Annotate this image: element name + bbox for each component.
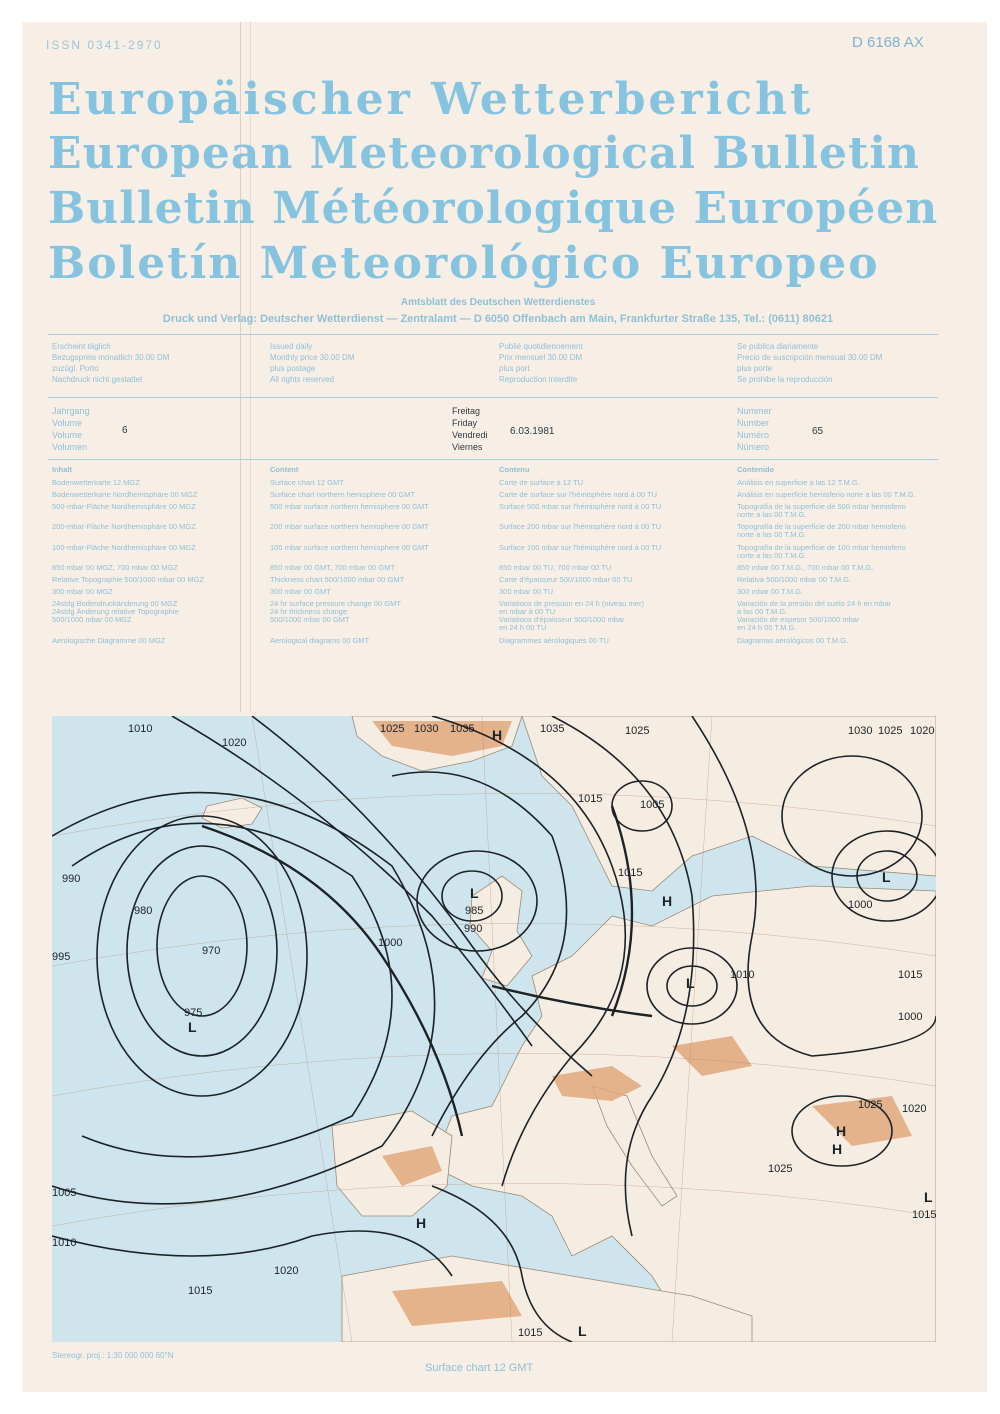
content-item: Bodenwetterkarte 12 MGZ xyxy=(52,478,140,487)
isobar-label: 1025 xyxy=(768,1163,793,1175)
content-item: 500-mbar-Fläche Nordhemisphäre 00 MGZ xyxy=(52,502,196,511)
content-item: 850 mbar 00 MGZ, 700 mbar 00 MGZ xyxy=(52,563,178,572)
content-item: Variations d'épaisseur 500/1000 mbar xyxy=(499,615,625,624)
content-item: 300 mbar 00 T.M.G. xyxy=(737,587,804,596)
issn-number: ISSN 0341-2970 xyxy=(46,38,163,52)
publisher-line: Amtsblatt des Deutschen Wetterdienstes xyxy=(400,297,596,308)
content-item: Variación de espesor 500/1000 mbar xyxy=(737,615,860,624)
content-item: Diagramas aerológicos 00 T.M.G. xyxy=(737,636,849,645)
isobar-label: 1000 xyxy=(848,899,873,911)
isobar-label: 1020 xyxy=(222,737,247,749)
content-item: Análisis en superficie hemisferio norte a las 00 T.M.G. xyxy=(737,490,916,499)
isobar-label: 1020 xyxy=(902,1103,927,1115)
pressure-center-low: L xyxy=(686,975,695,991)
content-item: Carte de surface à 12 TU xyxy=(499,478,584,487)
content-item: a las 00 T.M.G. xyxy=(737,607,788,616)
projection-note: Stereogr. proj.: 1:30 000 000 60°N xyxy=(52,1351,174,1360)
divider xyxy=(48,334,938,335)
content-item: norte a las 00 T.M.G. xyxy=(737,510,807,519)
content-item: Surface chart northern hemisphere 00 GMT xyxy=(270,490,416,499)
content-item: Topografía de la superficie de 200 mbar hemisferio xyxy=(737,522,906,531)
pressure-center-low: L xyxy=(924,1189,933,1205)
content-item: Carte de surface sur l'hémisphère nord à 00 TU xyxy=(499,490,658,499)
day-labels: Freitag Friday Vendredi Viernes xyxy=(452,406,488,452)
isobar-label: 970 xyxy=(202,945,221,957)
pressure-center-low: L xyxy=(578,1323,587,1339)
pressure-center-high: H xyxy=(416,1215,427,1231)
isobar-label: 1030 xyxy=(848,725,873,737)
isobar-label: 1020 xyxy=(274,1265,299,1277)
map-drawing xyxy=(52,716,936,1342)
content-item: Variations de pression en 24 h (niveau mer) xyxy=(499,599,644,608)
content-item: Surface 500 mbar sur l'hémisphère nord à 00 TU xyxy=(499,502,662,511)
content-item: Aerologische Diagramme 00 MGZ xyxy=(52,636,166,645)
content-item: en mbar à 00 TU xyxy=(499,607,556,616)
subscription-fr: Publié quotidiennement Prix mensuel 30.00 DM plus port Reproduction interdite xyxy=(499,342,583,384)
isobar-label: 1010 xyxy=(52,1237,77,1249)
isobar-label: 1000 xyxy=(898,1011,923,1023)
issue-date: 6.03.1981 xyxy=(510,426,555,437)
pressure-center-low: L xyxy=(188,1019,197,1035)
volume-labels: Jahrgang Volume Volume Volumen xyxy=(52,406,90,452)
content-item: 500/1000 mbar 00 MGZ xyxy=(52,615,132,624)
pressure-center-high: H xyxy=(832,1141,843,1157)
isobar-label: 1010 xyxy=(730,969,755,981)
isobar-label: 1015 xyxy=(578,793,603,805)
title-german: Europäischer Wetterbericht xyxy=(48,74,814,125)
isobar-label: 1015 xyxy=(618,867,643,879)
content-item: 100 mbar surface northern hemisphere 00 GMT xyxy=(270,543,429,552)
isobar-label: 1020 xyxy=(910,725,935,737)
content-item: 850 mbar 00 T.M.G., 700 mbar 00 T.M.G. xyxy=(737,563,874,572)
pressure-center-high: H xyxy=(492,727,503,743)
content-item: 300 mbar 00 GMT xyxy=(270,587,331,596)
content-item: Carte d'épaisseur 500/1000 mbar 00 TU xyxy=(499,575,633,584)
content-item: en 24 h 00 TU xyxy=(499,623,547,632)
isobar-label: 1000 xyxy=(378,937,403,949)
content-item: 24 hr thickness change xyxy=(270,607,348,616)
isobar-label: 1025 xyxy=(878,725,903,737)
content-item: 300 mbar 00 MGZ xyxy=(52,587,113,596)
content-item: Aerological diagrams 00 GMT xyxy=(270,636,370,645)
isobar xyxy=(72,823,392,1156)
isobar-label: 1005 xyxy=(640,799,665,811)
content-item: Bodenwetterkarte Nordhemisphäre 00 MGZ xyxy=(52,490,198,499)
isobar-label: 985 xyxy=(465,905,484,917)
content-item: 200 mbar surface northern hemisphere 00 GMT xyxy=(270,522,429,531)
pressure-center-low: L xyxy=(882,869,891,885)
pressure-center-low: L xyxy=(470,885,479,901)
isobar-label: 990 xyxy=(464,923,483,935)
content-item: 100-mbar-Fläche Nordhemisphäre 00 MGZ xyxy=(52,543,196,552)
issue-number: 65 xyxy=(812,426,824,437)
isobar-label: 995 xyxy=(52,951,71,963)
document-code: D 6168 AX xyxy=(852,34,924,51)
isobar-label: 1025 xyxy=(858,1099,883,1111)
pressure-center-high: H xyxy=(836,1123,847,1139)
number-labels: Nummer Number Numéro Número xyxy=(737,406,772,452)
content-item: Análisis en superficie a las 12 T.M.G. xyxy=(737,478,860,487)
content-item: Variación de la presión del suelo 24 h en mbar xyxy=(737,599,892,608)
fold-line xyxy=(250,22,251,712)
subscription-de: Erscheint täglich Bezugspreis monatlich 30.00 DM zuzügl. Porto Nachdruck nicht gestattet xyxy=(52,342,170,384)
divider xyxy=(48,397,938,398)
isobar-label: 1015 xyxy=(912,1209,936,1221)
volume-number: 6 xyxy=(122,425,128,436)
isobar-label: 1025 xyxy=(380,723,405,735)
title-spanish: Boletín Meteorológico Europeo xyxy=(48,238,880,289)
subscription-es: Se publica diariamente Precio de suscripción mensual 30.00 DM plus porte Se prohibe la reproducción xyxy=(737,342,883,384)
content-item: 24 hr surface pressure change 00 GMT xyxy=(270,599,401,608)
isobar-label: 1025 xyxy=(625,725,650,737)
surface-chart-map xyxy=(52,716,936,1342)
pressure-center-high: H xyxy=(662,893,673,909)
divider xyxy=(48,459,938,460)
printing-line: Druck und Verlag: Deutscher Wetterdienst — Zentralamt — D 6050 Offenbach am Main, Frankfurter Straße 135, Tel.: (0611) 80621 xyxy=(162,313,834,325)
content-item: norte a las 00 T.M.G. xyxy=(737,530,807,539)
chart-caption: Surface chart 12 GMT xyxy=(425,1362,534,1374)
content-item: 500 mbar surface northern hemisphere 00 GMT xyxy=(270,502,429,511)
content-item: Relativa 500/1000 mbar 00 T.M.G. xyxy=(737,575,852,584)
content-item: Relative Topographie 500/1000 mbar 00 MGZ xyxy=(52,575,205,584)
content-item: en 24 h 00 T.M.G. xyxy=(737,623,797,632)
content-item: 24stdg Bodendruckänderung 00 MGZ xyxy=(52,599,178,608)
subscription-en: Issued daily Monthly price 30.00 DM plus postage All rights reserved xyxy=(270,342,355,384)
isobar-label: 980 xyxy=(134,905,153,917)
isobar-label: 1035 xyxy=(450,723,475,735)
isobar-label: 1035 xyxy=(540,723,565,735)
content-item: 500/1000 mbar 00 GMT xyxy=(270,615,350,624)
content-item: 300 mbar 00 TU xyxy=(499,587,554,596)
title-english: European Meteorological Bulletin xyxy=(48,128,921,179)
content-item: 850 mbar 00 TU, 700 mbar 00 TU xyxy=(499,563,612,572)
content-item: 24stdg Änderung relative Topographie xyxy=(52,607,179,616)
isobar-label: 1030 xyxy=(414,723,439,735)
isobar-label: 1010 xyxy=(128,723,153,735)
isobar-label: 1015 xyxy=(518,1327,543,1339)
isobar-label: 990 xyxy=(62,873,81,885)
content-item: Thickness chart 500/1000 mbar 00 GMT xyxy=(270,575,405,584)
isobar-label: 1015 xyxy=(898,969,923,981)
fold-line xyxy=(240,22,241,712)
isobar-label: 975 xyxy=(184,1007,203,1019)
content-item: Surface chart 12 GMT xyxy=(270,478,344,487)
content-item: Topografía de la superficie de 500 mbar hemisferio xyxy=(737,502,906,511)
isobar-label: 1005 xyxy=(52,1187,77,1199)
content-item: Diagrammes aérologiques 00 TU xyxy=(499,636,609,645)
title-french: Bulletin Météorologique Européen xyxy=(48,183,939,234)
isobar xyxy=(172,716,532,1046)
content-item: Surface 200 mbar sur l'hémisphère nord à 00 TU xyxy=(499,522,662,531)
content-item: norte a las 00 T.M.G. xyxy=(737,551,807,560)
content-item: Surface 100 mbar sur l'hémisphère nord à 00 TU xyxy=(499,543,662,552)
isobar-label: 1015 xyxy=(188,1285,213,1297)
content-item: 200-mbar-Fläche Nordhemisphäre 00 MGZ xyxy=(52,522,196,531)
content-item: Topografía de la superficie de 100 mbar hemisferio xyxy=(737,543,906,552)
content-item: 850 mbar 00 GMT, 700 mbar 00 GMT xyxy=(270,563,396,572)
